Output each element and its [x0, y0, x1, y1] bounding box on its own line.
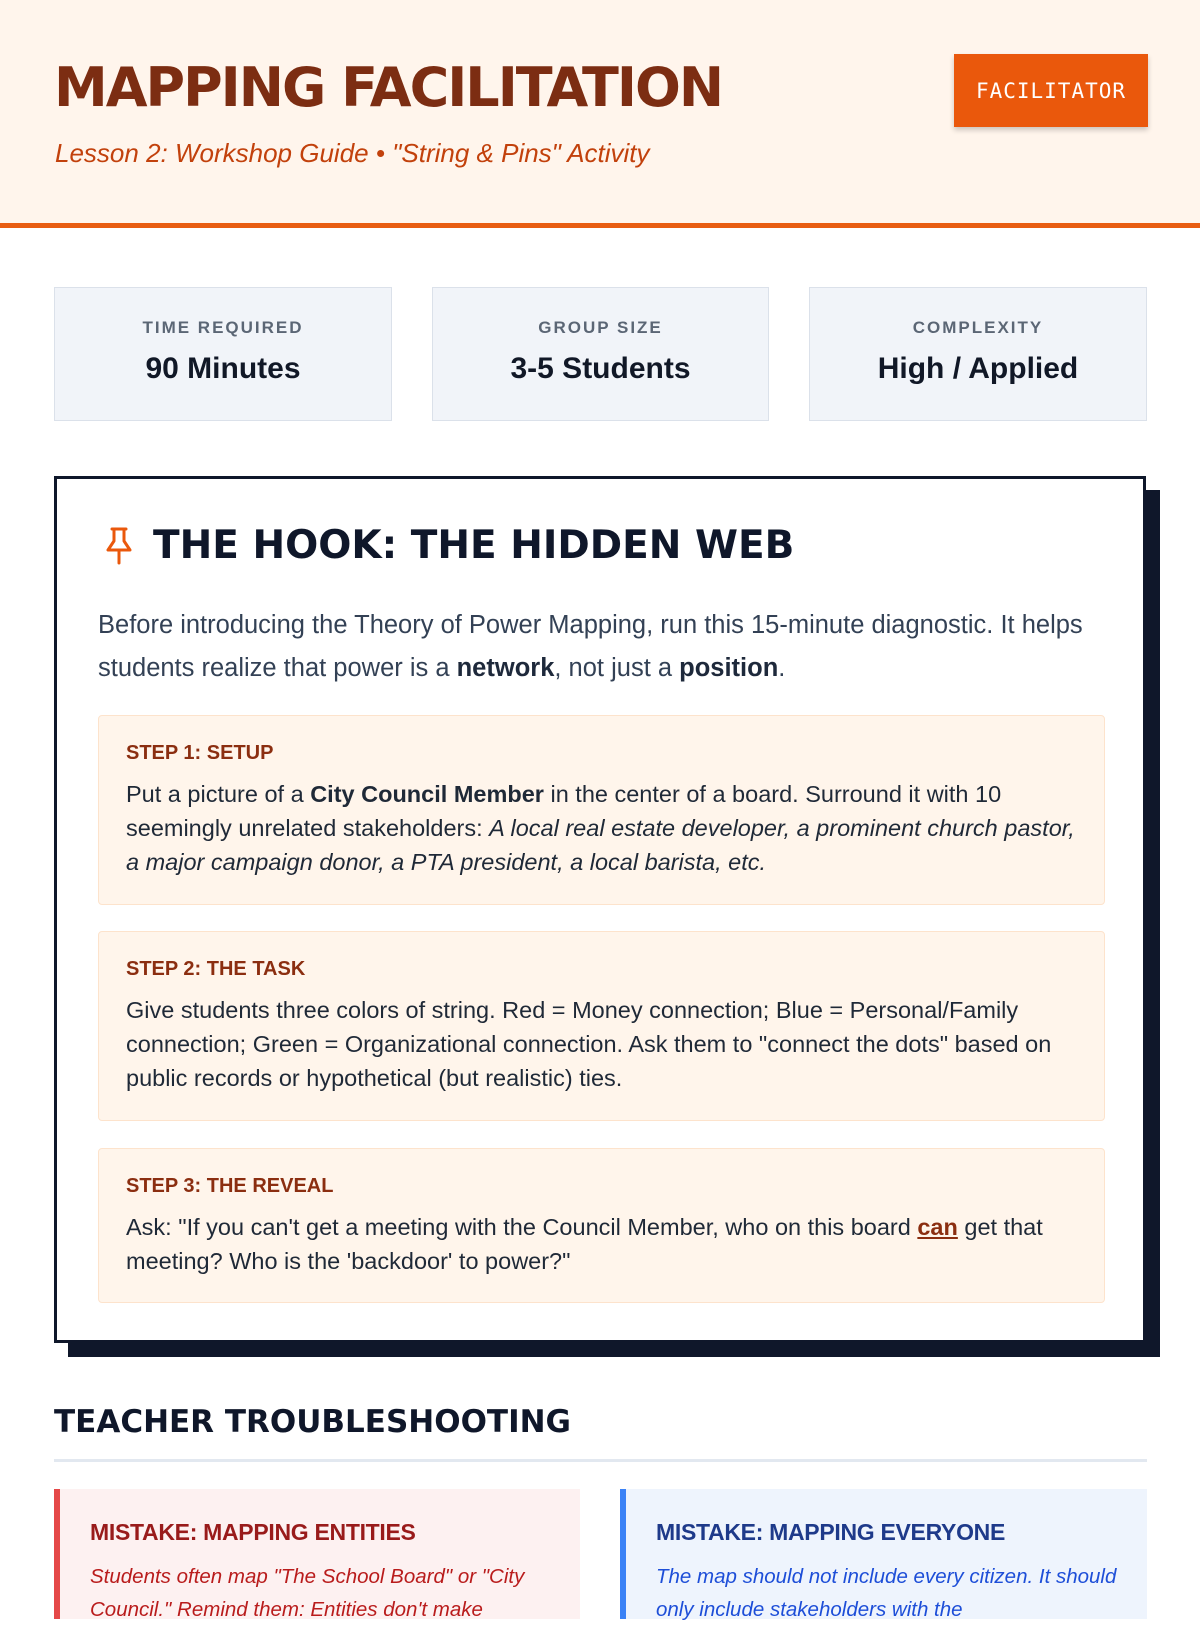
page-header: [0, 0, 1200, 228]
step-label: STEP 1: SETUP: [126, 742, 274, 764]
mistake-title: MISTAKE: MAPPING EVERYONE: [656, 1519, 1006, 1545]
stat-card-group-size: [432, 287, 769, 421]
hook-card: [54, 476, 1146, 1343]
mistake-title: MISTAKE: MAPPING ENTITIES: [90, 1519, 416, 1545]
step-text: Ask: "If you can't get a meeting with the Council Member, who on this board can get that meeting? Who is the 'backdoor' to power?": [126, 1214, 1043, 1274]
step-label: STEP 2: THE TASK: [126, 958, 306, 980]
stat-label: COMPLEXITY: [912, 318, 1044, 337]
step-card-setup: [98, 715, 1105, 905]
emphasis-network: network: [456, 654, 555, 682]
stat-label: TIME REQUIRED: [142, 318, 304, 337]
step-text: Give students three colors of string. Red = Money connection; Blue = Personal/Family connection; Green = Organizational connection. Ask them to "connect the dots" based on public records or hypothetical (but realistic) ties.: [126, 997, 1052, 1091]
stat-card-complexity: [809, 287, 1147, 421]
pin-icon: [103, 526, 135, 566]
emphasis-can: can: [917, 1214, 958, 1240]
mistake-card-entities: [54, 1489, 580, 1619]
mistake-text: Students often map "The School Board" or "City Council." Remind them: Entities don't make: [90, 1565, 525, 1621]
stat-label: GROUP SIZE: [538, 318, 663, 337]
mistake-text: The map should not include every citizen. It should only include stakeholders with the: [656, 1565, 1117, 1621]
stat-value: 3-5 Students: [510, 352, 691, 385]
stat-value: 90 Minutes: [145, 352, 301, 385]
page-subtitle: Lesson 2: Workshop Guide • "String & Pins" Activity: [55, 138, 650, 168]
stat-card-time: [54, 287, 392, 421]
step-card-task: [98, 931, 1105, 1121]
section-divider: [54, 1459, 1147, 1462]
emphasis-position: position: [679, 654, 779, 682]
hook-title: THE HOOK: THE HIDDEN WEB: [153, 523, 795, 568]
mistake-card-everyone: [620, 1489, 1147, 1619]
step-text: Put a picture of a City Council Member in the center of a board. Surround it with 10 seemingly unrelated stakeholders: A local real estate developer, a prominent church pastor, a major campaign donor, a PTA president, a local barista, etc.: [126, 781, 1075, 875]
step-label: STEP 3: THE REVEAL: [126, 1175, 334, 1197]
facilitator-button[interactable]: FACILITATOR: [954, 54, 1148, 127]
page-title: MAPPING FACILITATION: [54, 56, 723, 119]
hook-intro: Before introducing the Theory of Power Mapping, run this 15-minute diagnostic. It helps students realize that power is a network, not just a position.: [98, 611, 1083, 682]
step-card-reveal: [98, 1148, 1105, 1303]
troubleshooting-title: TEACHER TROUBLESHOOTING: [54, 1404, 571, 1440]
stat-value: High / Applied: [877, 352, 1079, 385]
